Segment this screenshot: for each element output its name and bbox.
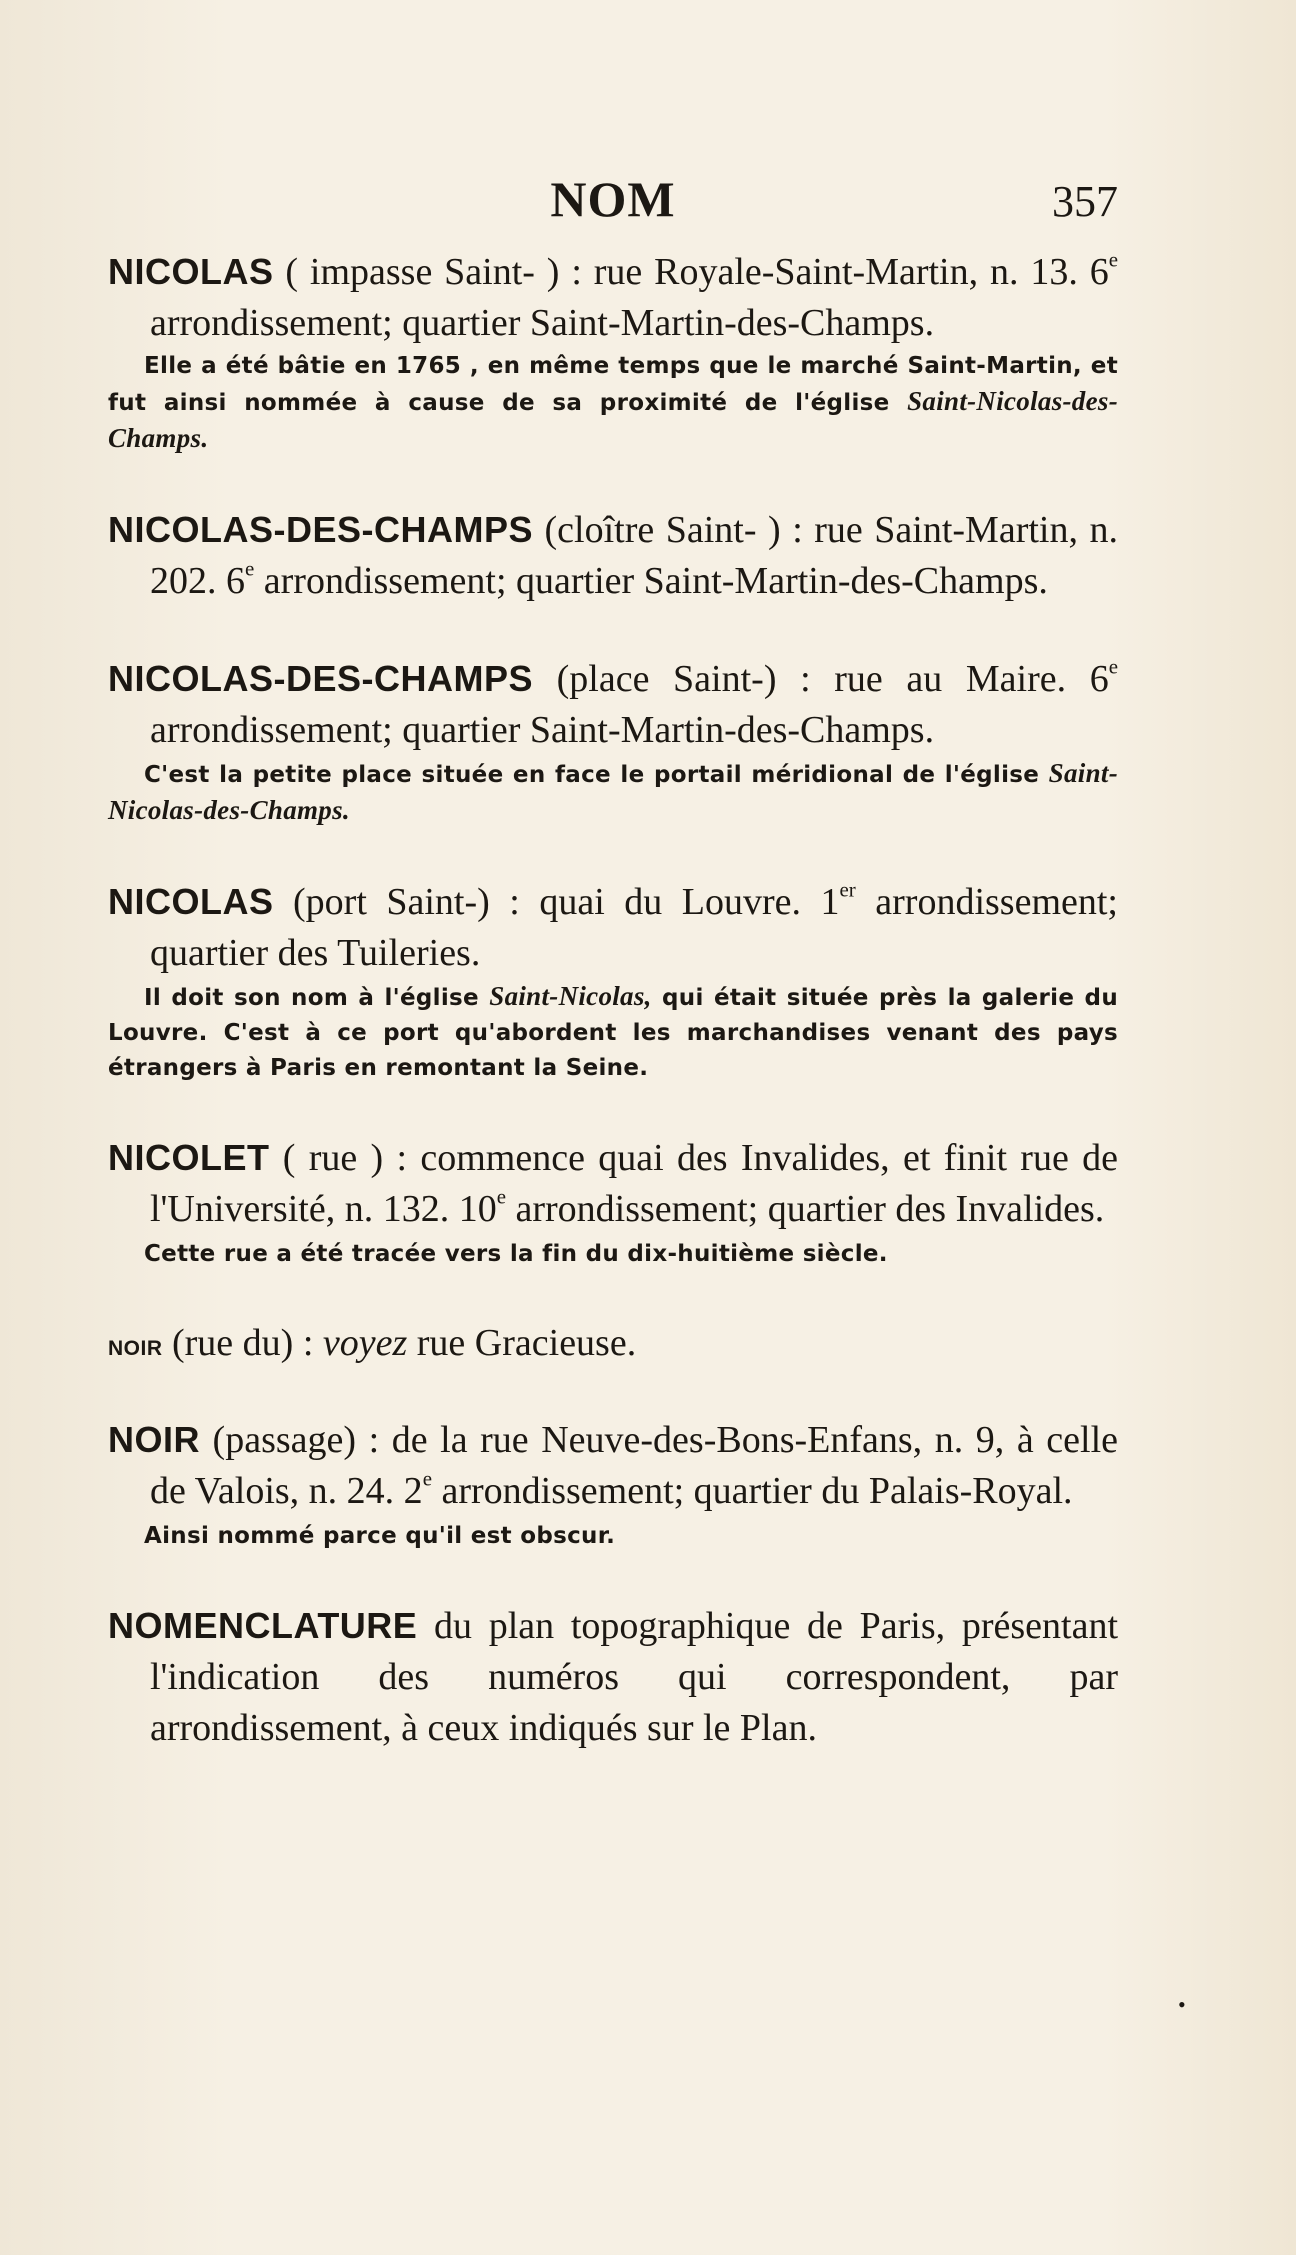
entry-note: C'est la petite place située en face le portail méridional de l'église Saint-Nicolas-des-Champs. bbox=[108, 758, 1118, 825]
entry-note: Ainsi nommé parce qu'il est obscur. bbox=[144, 1523, 616, 1549]
entry-note: Il doit son nom à l'église Saint-Nicolas, qui était située près la galerie du Louvre. C'est à ce port qu'abordent les marchandises venant des pays étrangers à Paris en remontant la Seine. bbox=[108, 981, 1118, 1081]
entry-noir-passage bbox=[108, 1414, 1118, 1554]
entry-noir-rue bbox=[108, 1318, 1118, 1374]
entry-definition: NICOLAS-DES-CHAMPS (place Saint-) : rue au Maire. 6e arrondissement; quartier Saint-Martin-des-Champs. bbox=[108, 654, 1118, 751]
entry-definition: NICOLAS ( impasse Saint- ) : rue Royale-Saint-Martin, n. 13. 6e arrondissement; quartier Saint-Martin-des-Champs. bbox=[108, 247, 1118, 344]
entry-definition: NICOLAS (port Saint-) : quai du Louvre. 1er arrondissement; quartier des Tuileries. bbox=[108, 877, 1118, 974]
entry-definition: NOMENCLATURE du plan topographique de Paris, présentant l'indication des numéros qui correspondent, par arrondissement, à ceux indiqués sur le Plan. bbox=[108, 1605, 1118, 1749]
entry-headword: NICOLAS-DES-CHAMPS bbox=[108, 658, 534, 699]
entry-nicolet bbox=[108, 1132, 1118, 1272]
entry-nicolas-des-champs-place bbox=[108, 653, 1118, 830]
entry-note: Cette rue a été tracée vers la fin du dix-huitième siècle. bbox=[144, 1241, 888, 1267]
entry-definition: NOIR (passage) : de la rue Neuve-des-Bons-Enfans, n. 9, à celle de Valois, n. 24. 2e arrondissement; quartier du Palais-Royal. bbox=[108, 1419, 1118, 1512]
entry-definition: NICOLAS-DES-CHAMPS (cloître Saint- ) : rue Saint-Martin, n. 202. 6e arrondissement; quartier Saint-Martin-des-Champs. bbox=[108, 509, 1118, 602]
entry-headword: NOIR bbox=[108, 1419, 200, 1460]
entry-definition: NICOLET ( rue ) : commence quai des Invalides, et finit rue de l'Université, n. 132. 10e arrondissement; quartier des Invalides. bbox=[108, 1137, 1118, 1230]
entry-definition: NOIR (rue du) : voyez rue Gracieuse. bbox=[108, 1322, 637, 1364]
entry-headword: NICOLAS bbox=[108, 881, 274, 922]
entry-note: Elle a été bâtie en 1765 , en même temps que le marché Saint-Martin, et fut ainsi nommée à cause de sa proximité de l'église Saint-Nicolas-des-Champs. bbox=[108, 353, 1118, 453]
entry-nicolas-des-champs-cloitre bbox=[108, 504, 1118, 607]
running-title: NOM bbox=[550, 171, 676, 227]
entry-nicolas-port bbox=[108, 876, 1118, 1086]
entry-headword: NICOLET bbox=[108, 1137, 270, 1178]
entry-headword: NICOLAS bbox=[108, 251, 274, 292]
dictionary-entries bbox=[108, 246, 1118, 1800]
entry-headword: NOMENCLATURE bbox=[108, 1605, 418, 1646]
entry-nomenclature bbox=[108, 1600, 1118, 1754]
entry-headword: NOIR bbox=[108, 1337, 163, 1360]
entry-headword: NICOLAS-DES-CHAMPS bbox=[108, 509, 534, 550]
entry-nicolas-impasse bbox=[108, 246, 1118, 458]
page-number: 357 bbox=[1052, 177, 1118, 226]
ink-speck-decoration: • bbox=[1178, 1992, 1186, 2017]
page-header bbox=[108, 170, 1118, 230]
